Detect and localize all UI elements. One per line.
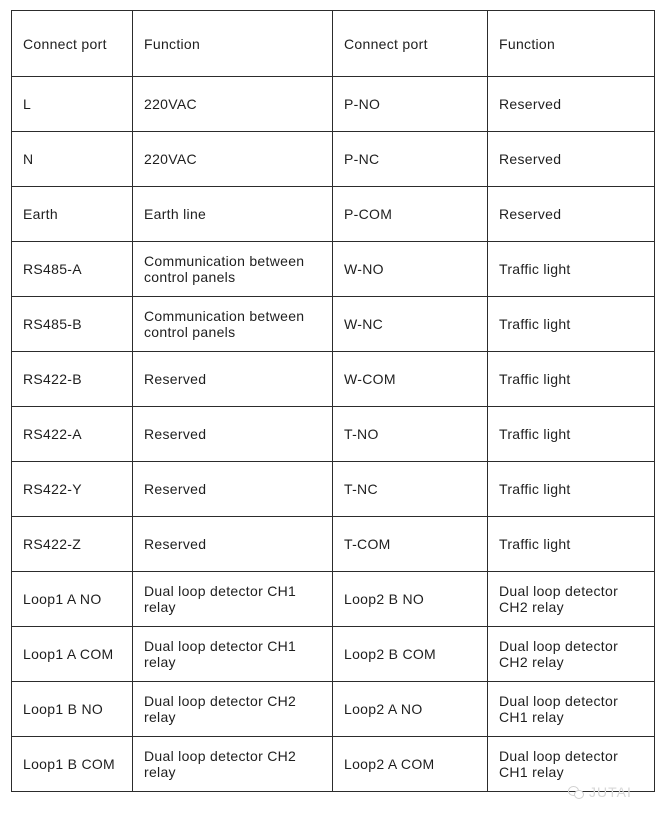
watermark-text: JUTAI [589,784,632,800]
cell-connect-port-left: RS422-Y [12,462,133,517]
cell-function-right: Traffic light [488,352,655,407]
header-connect-port-right: Connect port [333,11,488,77]
table-row [12,352,655,407]
cell-function-right: Dual loop detector CH2 relay [488,627,655,682]
table-row [12,572,655,627]
cell-connect-port-right: W-NO [333,242,488,297]
cell-function-right: Dual loop detector CH2 relay [488,572,655,627]
cell-function-left: Dual loop detector CH2 relay [133,682,333,737]
header-connect-port-left: Connect port [12,11,133,77]
cell-function-right: Reserved [488,187,655,242]
cell-connect-port-left: Loop1 B NO [12,682,133,737]
cell-connect-port-right: P-COM [333,187,488,242]
cell-function-right: Dual loop detector CH1 relay [488,682,655,737]
cell-connect-port-right: P-NC [333,132,488,187]
cell-function-right: Traffic light [488,517,655,572]
cell-connect-port-left: RS422-B [12,352,133,407]
table-row [12,242,655,297]
cell-function-right: Dual loop detector CH1 relay [488,737,655,792]
cell-function-left: Reserved [133,517,333,572]
cell-connect-port-left: Loop1 A NO [12,572,133,627]
table-header-row [12,11,655,77]
cell-connect-port-right: T-NC [333,462,488,517]
table-row [12,682,655,737]
cell-connect-port-left: N [12,132,133,187]
cell-connect-port-left: L [12,77,133,132]
cell-function-left: 220VAC [133,132,333,187]
cell-connect-port-right: Loop2 A COM [333,737,488,792]
cell-connect-port-right: W-NC [333,297,488,352]
wechat-icon [568,786,584,799]
cell-connect-port-left: RS422-Z [12,517,133,572]
cell-function-left: Earth line [133,187,333,242]
cell-connect-port-left: Loop1 A COM [12,627,133,682]
cell-function-left: Reserved [133,462,333,517]
cell-function-left: Reserved [133,407,333,462]
cell-connect-port-right: Loop2 B NO [333,572,488,627]
cell-connect-port-left: RS485-B [12,297,133,352]
table-row [12,297,655,352]
table-row [12,407,655,462]
cell-connect-port-right: T-COM [333,517,488,572]
cell-connect-port-right: Loop2 A NO [333,682,488,737]
table-row [12,627,655,682]
cell-connect-port-left: Earth [12,187,133,242]
cell-function-right: Traffic light [488,242,655,297]
cell-function-right: Reserved [488,77,655,132]
cell-connect-port-left: Loop1 B COM [12,737,133,792]
cell-connect-port-left: RS422-A [12,407,133,462]
table-row [12,132,655,187]
cell-connect-port-right: W-COM [333,352,488,407]
table-row [12,77,655,132]
cell-connect-port-right: Loop2 B COM [333,627,488,682]
table-row [12,187,655,242]
cell-function-right: Reserved [488,132,655,187]
table-body [12,11,655,792]
header-function-right: Function [488,11,655,77]
connection-port-table [11,10,655,792]
header-function-left: Function [133,11,333,77]
table-row [12,737,655,792]
cell-function-left: Dual loop detector CH1 relay [133,627,333,682]
cell-function-right: Traffic light [488,407,655,462]
cell-function-right: Traffic light [488,297,655,352]
cell-connect-port-right: P-NO [333,77,488,132]
table-row [12,462,655,517]
cell-function-left: Dual loop detector CH1 relay [133,572,333,627]
cell-function-left: Communication between control panels [133,297,333,352]
watermark [568,784,632,800]
cell-connect-port-left: RS485-A [12,242,133,297]
cell-function-left: 220VAC [133,77,333,132]
cell-function-left: Reserved [133,352,333,407]
table-row [12,517,655,572]
cell-function-left: Communication between control panels [133,242,333,297]
cell-function-left: Dual loop detector CH2 relay [133,737,333,792]
cell-function-right: Traffic light [488,462,655,517]
cell-connect-port-right: T-NO [333,407,488,462]
